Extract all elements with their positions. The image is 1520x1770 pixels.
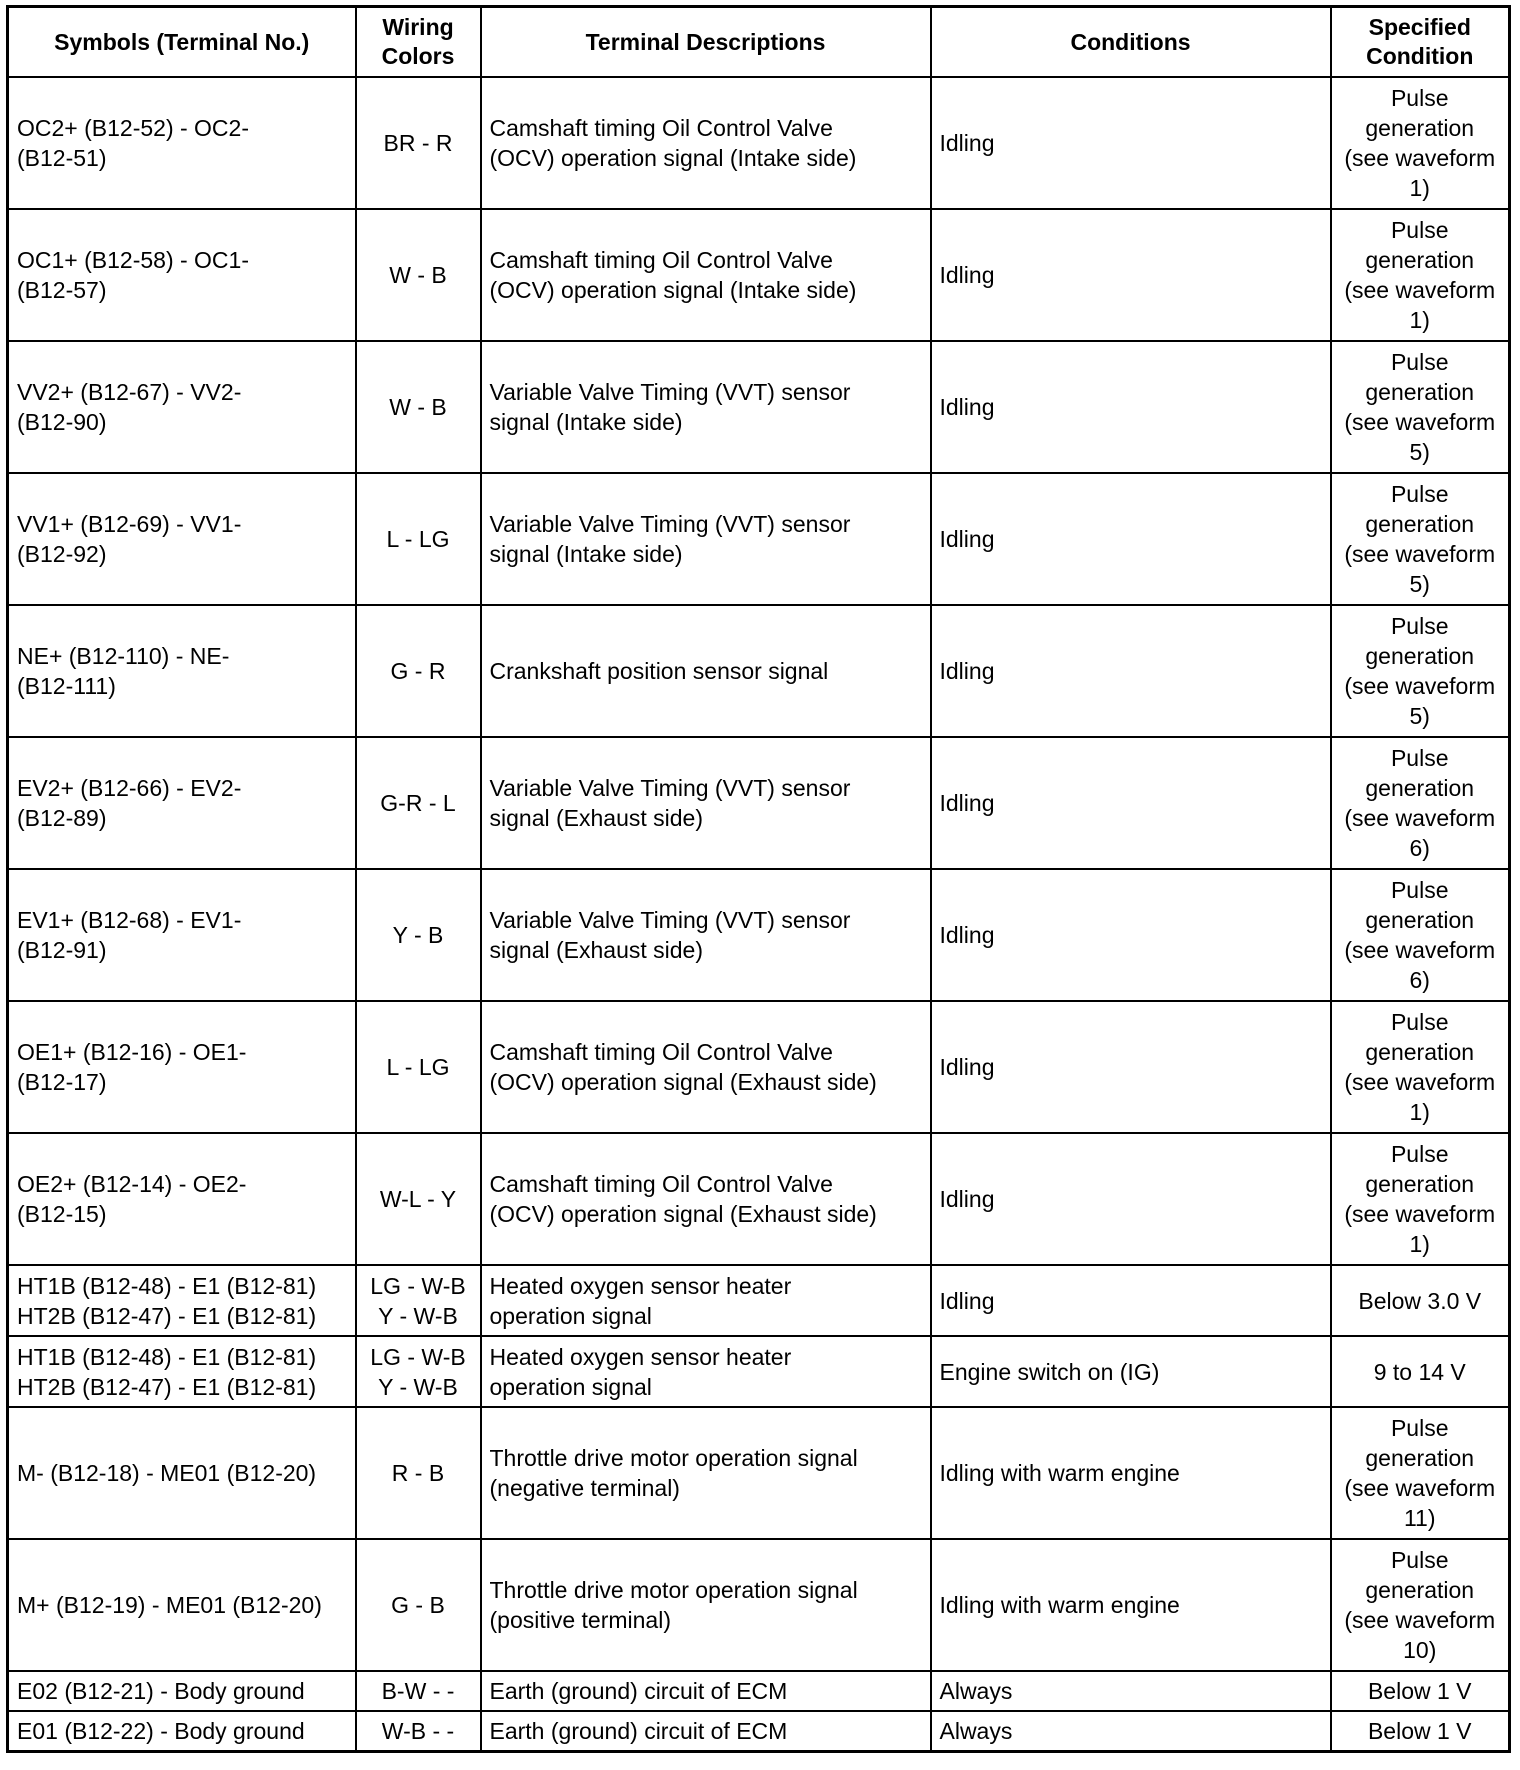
header-symbols bbox=[8, 7, 356, 78]
cell-line: 5) bbox=[1409, 571, 1430, 597]
cell-line: Pulse bbox=[1390, 217, 1449, 243]
cell-line: Colors bbox=[381, 43, 455, 69]
wiring-color-cell bbox=[356, 1336, 481, 1407]
cell-line: R - B bbox=[391, 1460, 445, 1486]
description-cell bbox=[481, 209, 931, 341]
condition-cell bbox=[931, 1671, 1331, 1711]
cell-line: B-W - - bbox=[381, 1678, 455, 1704]
condition-cell bbox=[931, 1539, 1331, 1671]
wiring-color-cell bbox=[356, 209, 481, 341]
wiring-color-cell bbox=[356, 737, 481, 869]
cell-line: OE2+ (B12-14) - OE2- bbox=[17, 1171, 247, 1197]
cell-line: G - R bbox=[390, 658, 446, 684]
cell-line: Pulse bbox=[1390, 1141, 1449, 1167]
cell-line: generation bbox=[1365, 643, 1475, 669]
cell-line: Terminal Descriptions bbox=[585, 28, 826, 55]
cell-line: W-L - Y bbox=[379, 1186, 457, 1212]
cell-line: (see waveform bbox=[1344, 1069, 1496, 1095]
symbol-cell bbox=[8, 605, 356, 737]
specified-condition-cell bbox=[1331, 1336, 1510, 1407]
cell-line: Condition bbox=[1366, 43, 1474, 69]
cell-line: G-R - L bbox=[380, 790, 456, 816]
cell-line: Symbols (Terminal No.) bbox=[54, 28, 310, 55]
cell-line: Below 1 V bbox=[1367, 1678, 1472, 1704]
cell-line: Variable Valve Timing (VVT) sensor bbox=[489, 775, 851, 801]
description-cell bbox=[481, 77, 931, 209]
symbol-cell bbox=[8, 737, 356, 869]
cell-line: E01 (B12-22) - Body ground bbox=[17, 1718, 305, 1744]
condition-cell bbox=[931, 605, 1331, 737]
cell-line: 10) bbox=[1403, 1637, 1437, 1663]
cell-line: signal (Exhaust side) bbox=[489, 937, 703, 963]
header-wiring-colors bbox=[356, 7, 481, 78]
description-cell bbox=[481, 737, 931, 869]
table-row bbox=[8, 605, 1510, 737]
specified-condition-cell bbox=[1331, 737, 1510, 869]
table-header-row bbox=[8, 7, 1510, 78]
specified-condition-cell bbox=[1331, 1671, 1510, 1711]
cell-line: generation bbox=[1365, 1171, 1475, 1197]
table-row bbox=[8, 1336, 1510, 1407]
cell-line: (B12-57) bbox=[17, 277, 107, 303]
description-cell bbox=[481, 1711, 931, 1752]
condition-cell bbox=[931, 737, 1331, 869]
cell-line: HT2B (B12-47) - E1 (B12-81) bbox=[17, 1373, 317, 1400]
cell-line: Idling bbox=[939, 1186, 995, 1212]
table-row bbox=[8, 473, 1510, 605]
cell-line: HT2B (B12-47) - E1 (B12-81) bbox=[17, 1302, 317, 1329]
cell-line: (see waveform bbox=[1344, 277, 1496, 303]
cell-line: Idling with warm engine bbox=[939, 1460, 1180, 1486]
specified-condition-cell bbox=[1331, 1265, 1510, 1336]
symbol-cell bbox=[8, 1001, 356, 1133]
table-row bbox=[8, 1407, 1510, 1539]
specified-condition-cell bbox=[1331, 1711, 1510, 1752]
wiring-color-cell bbox=[356, 1407, 481, 1539]
cell-line: LG - W-B bbox=[370, 1272, 466, 1299]
cell-line: Throttle drive motor operation signal bbox=[489, 1445, 858, 1471]
table-row bbox=[8, 1539, 1510, 1671]
cell-line: (negative terminal) bbox=[489, 1475, 680, 1501]
cell-line: 9 to 14 V bbox=[1373, 1358, 1466, 1385]
symbol-cell bbox=[8, 1336, 356, 1407]
terminal-spec-table bbox=[6, 5, 1511, 1753]
cell-line: (B12-90) bbox=[17, 409, 107, 435]
condition-cell bbox=[931, 1407, 1331, 1539]
wiring-color-cell bbox=[356, 473, 481, 605]
cell-line: (see waveform bbox=[1344, 409, 1496, 435]
description-cell bbox=[481, 341, 931, 473]
cell-line: 6) bbox=[1409, 835, 1430, 861]
cell-line: Wiring bbox=[382, 14, 454, 40]
cell-line: L - LG bbox=[386, 526, 450, 552]
cell-line: Crankshaft position sensor signal bbox=[489, 658, 829, 684]
specified-condition-cell bbox=[1331, 1133, 1510, 1265]
symbol-cell bbox=[8, 1539, 356, 1671]
condition-cell bbox=[931, 341, 1331, 473]
cell-line: 1) bbox=[1409, 1099, 1430, 1125]
cell-line: VV2+ (B12-67) - VV2- bbox=[17, 379, 242, 405]
wiring-color-cell bbox=[356, 1133, 481, 1265]
cell-line: (B12-17) bbox=[17, 1069, 107, 1095]
cell-line: (B12-91) bbox=[17, 937, 107, 963]
cell-line: 1) bbox=[1409, 175, 1430, 201]
cell-line: W - B bbox=[389, 262, 447, 288]
table-row bbox=[8, 1671, 1510, 1711]
condition-cell bbox=[931, 77, 1331, 209]
cell-line: W - B bbox=[389, 394, 447, 420]
symbol-cell bbox=[8, 869, 356, 1001]
cell-line: (B12-51) bbox=[17, 145, 107, 171]
cell-line: LG - W-B bbox=[370, 1343, 466, 1370]
cell-line: (OCV) operation signal (Intake side) bbox=[489, 145, 857, 171]
symbol-cell bbox=[8, 1407, 356, 1539]
table-row bbox=[8, 737, 1510, 869]
cell-line: M+ (B12-19) - ME01 (B12-20) bbox=[17, 1592, 322, 1618]
cell-line: Pulse bbox=[1390, 481, 1449, 507]
table-row bbox=[8, 1133, 1510, 1265]
cell-line: generation bbox=[1365, 907, 1475, 933]
cell-line: HT1B (B12-48) - E1 (B12-81) bbox=[17, 1272, 317, 1299]
cell-line: Specified bbox=[1368, 14, 1471, 40]
cell-line: (see waveform bbox=[1344, 541, 1496, 567]
cell-line: Idling bbox=[939, 658, 995, 684]
cell-line: Always bbox=[939, 1718, 1013, 1744]
cell-line: generation bbox=[1365, 1039, 1475, 1065]
cell-line: Idling bbox=[939, 922, 995, 948]
description-cell bbox=[481, 1133, 931, 1265]
cell-line: generation bbox=[1365, 511, 1475, 537]
cell-line: G - B bbox=[391, 1592, 445, 1618]
specified-condition-cell bbox=[1331, 1407, 1510, 1539]
table-row bbox=[8, 1001, 1510, 1133]
symbol-cell bbox=[8, 1133, 356, 1265]
table-row bbox=[8, 77, 1510, 209]
cell-line: 5) bbox=[1409, 703, 1430, 729]
description-cell bbox=[481, 1265, 931, 1336]
specified-condition-cell bbox=[1331, 869, 1510, 1001]
header-terminal-descriptions bbox=[481, 7, 931, 78]
cell-line: Idling bbox=[939, 790, 995, 816]
cell-line: Engine switch on (IG) bbox=[939, 1358, 1160, 1385]
cell-line: (OCV) operation signal (Exhaust side) bbox=[489, 1069, 877, 1095]
cell-line: 5) bbox=[1409, 439, 1430, 465]
cell-line: generation bbox=[1365, 379, 1475, 405]
cell-line: (OCV) operation signal (Intake side) bbox=[489, 277, 857, 303]
cell-line: OC2+ (B12-52) - OC2- bbox=[17, 115, 249, 141]
cell-line: Below 1 V bbox=[1367, 1718, 1472, 1744]
cell-line: Variable Valve Timing (VVT) sensor bbox=[489, 511, 851, 537]
cell-line: (see waveform bbox=[1344, 1201, 1496, 1227]
cell-line: operation signal bbox=[489, 1373, 652, 1400]
cell-line: Idling bbox=[939, 262, 995, 288]
description-cell bbox=[481, 1001, 931, 1133]
cell-line: Pulse bbox=[1390, 877, 1449, 903]
condition-cell bbox=[931, 1133, 1331, 1265]
cell-line: (see waveform bbox=[1344, 1475, 1496, 1501]
cell-line: Pulse bbox=[1390, 85, 1449, 111]
description-cell bbox=[481, 605, 931, 737]
specified-condition-cell bbox=[1331, 209, 1510, 341]
specified-condition-cell bbox=[1331, 77, 1510, 209]
cell-line: generation bbox=[1365, 115, 1475, 141]
cell-line: Camshaft timing Oil Control Valve bbox=[489, 1171, 833, 1197]
table-row bbox=[8, 1265, 1510, 1336]
specified-condition-cell bbox=[1331, 1001, 1510, 1133]
description-cell bbox=[481, 869, 931, 1001]
cell-line: Earth (ground) circuit of ECM bbox=[489, 1718, 788, 1744]
cell-line: BR - R bbox=[383, 130, 453, 156]
cell-line: W-B - - bbox=[381, 1718, 455, 1744]
cell-line: Heated oxygen sensor heater bbox=[489, 1272, 792, 1299]
cell-line: (B12-92) bbox=[17, 541, 107, 567]
symbol-cell bbox=[8, 1671, 356, 1711]
symbol-cell bbox=[8, 1711, 356, 1752]
cell-line: EV2+ (B12-66) - EV2- bbox=[17, 775, 242, 801]
description-cell bbox=[481, 1671, 931, 1711]
cell-line: VV1+ (B12-69) - VV1- bbox=[17, 511, 242, 537]
wiring-color-cell bbox=[356, 1711, 481, 1752]
cell-line: Y - W-B bbox=[378, 1373, 458, 1400]
cell-line: operation signal bbox=[489, 1302, 652, 1329]
cell-line: (B12-89) bbox=[17, 805, 107, 831]
cell-line: OC1+ (B12-58) - OC1- bbox=[17, 247, 249, 273]
description-cell bbox=[481, 473, 931, 605]
cell-line: L - LG bbox=[386, 1054, 450, 1080]
cell-line: OE1+ (B12-16) - OE1- bbox=[17, 1039, 247, 1065]
cell-line: (see waveform bbox=[1344, 805, 1496, 831]
condition-cell bbox=[931, 1001, 1331, 1133]
cell-line: (OCV) operation signal (Exhaust side) bbox=[489, 1201, 877, 1227]
symbol-cell bbox=[8, 1265, 356, 1336]
wiring-color-cell bbox=[356, 1671, 481, 1711]
wiring-color-cell bbox=[356, 1001, 481, 1133]
cell-line: (see waveform bbox=[1344, 145, 1496, 171]
cell-line: (positive terminal) bbox=[489, 1607, 671, 1633]
symbol-cell bbox=[8, 209, 356, 341]
specified-condition-cell bbox=[1331, 1539, 1510, 1671]
cell-line: Idling bbox=[939, 130, 995, 156]
cell-line: signal (Exhaust side) bbox=[489, 805, 703, 831]
cell-line: generation bbox=[1365, 1445, 1475, 1471]
table-row bbox=[8, 869, 1510, 1001]
cell-line: Conditions bbox=[1070, 28, 1191, 55]
cell-line: 6) bbox=[1409, 967, 1430, 993]
cell-line: Pulse bbox=[1390, 1009, 1449, 1035]
symbol-cell bbox=[8, 77, 356, 209]
cell-line: Idling bbox=[939, 526, 995, 552]
cell-line: Pulse bbox=[1390, 745, 1449, 771]
cell-line: E02 (B12-21) - Body ground bbox=[17, 1678, 305, 1704]
cell-line: Below 3.0 V bbox=[1358, 1287, 1482, 1314]
cell-line: EV1+ (B12-68) - EV1- bbox=[17, 907, 242, 933]
specified-condition-cell bbox=[1331, 341, 1510, 473]
cell-line: Idling bbox=[939, 394, 995, 420]
table-row bbox=[8, 1711, 1510, 1752]
condition-cell bbox=[931, 869, 1331, 1001]
table-row bbox=[8, 209, 1510, 341]
cell-line: Variable Valve Timing (VVT) sensor bbox=[489, 379, 851, 405]
cell-line: Pulse bbox=[1390, 613, 1449, 639]
cell-line: 1) bbox=[1409, 307, 1430, 333]
cell-line: Y - W-B bbox=[378, 1302, 458, 1329]
header-conditions bbox=[931, 7, 1331, 78]
description-cell bbox=[481, 1539, 931, 1671]
specified-condition-cell bbox=[1331, 605, 1510, 737]
wiring-color-cell bbox=[356, 1539, 481, 1671]
cell-line: 1) bbox=[1409, 1231, 1430, 1257]
condition-cell bbox=[931, 473, 1331, 605]
cell-line: generation bbox=[1365, 775, 1475, 801]
cell-line: Earth (ground) circuit of ECM bbox=[489, 1678, 788, 1704]
cell-line: Pulse bbox=[1390, 349, 1449, 375]
cell-line: (B12-15) bbox=[17, 1201, 107, 1227]
wiring-color-cell bbox=[356, 77, 481, 209]
cell-line: signal (Intake side) bbox=[489, 409, 683, 435]
wiring-color-cell bbox=[356, 605, 481, 737]
table-row bbox=[8, 341, 1510, 473]
symbol-cell bbox=[8, 473, 356, 605]
cell-line: M- (B12-18) - ME01 (B12-20) bbox=[17, 1460, 317, 1486]
cell-line: (see waveform bbox=[1344, 1607, 1496, 1633]
cell-line: HT1B (B12-48) - E1 (B12-81) bbox=[17, 1343, 317, 1370]
cell-line: Heated oxygen sensor heater bbox=[489, 1343, 792, 1370]
cell-line: Camshaft timing Oil Control Valve bbox=[489, 247, 833, 273]
cell-line: Always bbox=[939, 1678, 1013, 1704]
cell-line: (see waveform bbox=[1344, 673, 1496, 699]
header-specified-condition bbox=[1331, 7, 1510, 78]
cell-line: Variable Valve Timing (VVT) sensor bbox=[489, 907, 851, 933]
cell-line: Camshaft timing Oil Control Valve bbox=[489, 1039, 833, 1065]
cell-line: 11) bbox=[1403, 1505, 1436, 1531]
cell-line: Throttle drive motor operation signal bbox=[489, 1577, 858, 1603]
wiring-color-cell bbox=[356, 1265, 481, 1336]
cell-line: generation bbox=[1365, 1577, 1475, 1603]
cell-line: Camshaft timing Oil Control Valve bbox=[489, 115, 833, 141]
cell-line: Pulse bbox=[1390, 1547, 1449, 1573]
cell-line: Idling bbox=[939, 1287, 995, 1314]
cell-line: (see waveform bbox=[1344, 937, 1496, 963]
condition-cell bbox=[931, 1711, 1331, 1752]
specified-condition-cell bbox=[1331, 473, 1510, 605]
description-cell bbox=[481, 1407, 931, 1539]
cell-line: Y - B bbox=[392, 922, 444, 948]
condition-cell bbox=[931, 1336, 1331, 1407]
symbol-cell bbox=[8, 341, 356, 473]
cell-line: Pulse bbox=[1390, 1415, 1449, 1441]
condition-cell bbox=[931, 209, 1331, 341]
cell-line: generation bbox=[1365, 247, 1475, 273]
wiring-color-cell bbox=[356, 341, 481, 473]
cell-line: Idling bbox=[939, 1054, 995, 1080]
cell-line: Idling with warm engine bbox=[939, 1592, 1180, 1618]
wiring-color-cell bbox=[356, 869, 481, 1001]
cell-line: (B12-111) bbox=[17, 673, 116, 699]
cell-line: signal (Intake side) bbox=[489, 541, 683, 567]
cell-line: NE+ (B12-110) - NE- bbox=[17, 643, 230, 669]
description-cell bbox=[481, 1336, 931, 1407]
table-body bbox=[8, 77, 1510, 1752]
condition-cell bbox=[931, 1265, 1331, 1336]
